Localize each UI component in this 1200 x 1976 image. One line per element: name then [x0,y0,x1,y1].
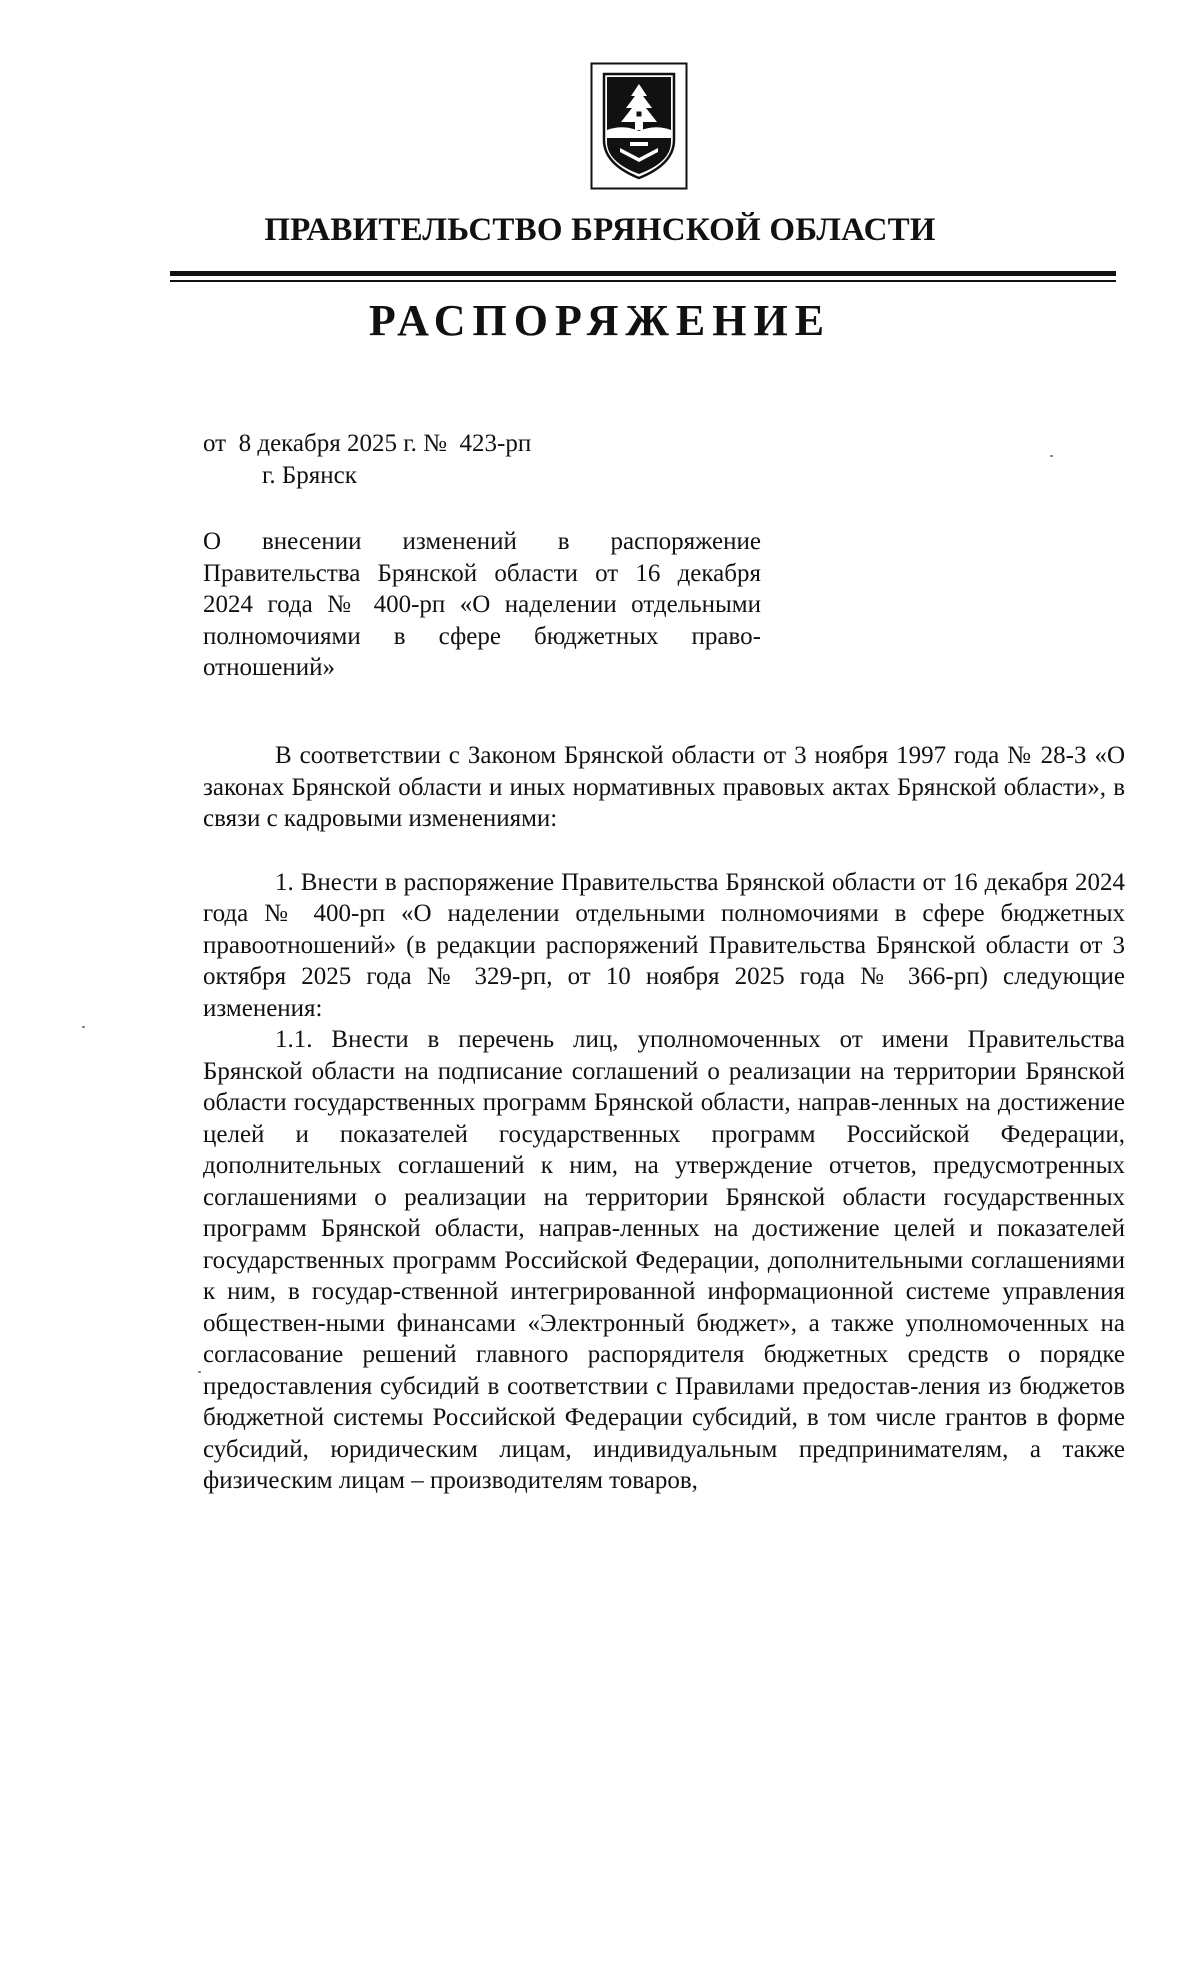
document-city: г. Брянск [262,462,357,489]
scan-speck [82,1026,85,1028]
document-date-number: от 8 декабря 2025 г. № 423-рп [203,430,532,457]
coat-of-arms-icon [590,62,688,190]
header-divider [170,271,1116,276]
header-divider-thin [170,280,1116,282]
document-type-title: РАСПОРЯЖЕНИЕ [368,296,832,345]
preamble-paragraph: В соответствии с Законом Брянской области от 3 ноября 1997 года № 28-З «О законах Брянской области и иных нормативных правовых актах Брянской области», в связи с кадровыми изменениями: [203,742,1125,832]
document-body [203,740,1125,1497]
item-1-paragraph: 1. Внести в распоряжение Правительства Брянской области от 16 декабря 2024 года № 400-рп «О наделении отдельными полномочиями в сфере бюджетных правоотношений» (в редакции распоряжений Правительства Брянской области от 3 октября 2025 года № 329-рп, от 10 ноября 2025 года № 366-рп) следующие изменения: [203,868,1125,1022]
organization-title: ПРАВИТЕЛЬСТВО БРЯНСКОЙ ОБЛАСТИ [264,212,936,248]
item-1-1-paragraph: 1.1. Внести в перечень лиц, уполномоченных от имени Правительства Брянской области на подписание соглашений о реализации на территории Брянской области государственных программ Брянской области, направ-ленных на достижение целей и показателей государственных программ Российской Федерации, дополнительных соглашений к ним, на утверждение отчетов, предусмотренных соглашениями о реализации на территории Брянской области государственных программ Брянской области, направ-ленных на достижение целей и показателей государственных программ Российской Федерации, дополнительными соглашениями к ним, в государ-ственной интегрированной информационной системе управления обществен-ными финансами «Электронный бюджет», а также уполномоченных на согласование решений главного распорядителя бюджетных средств о порядке предоставления субсидий в соответствии с Правилами предостав-ления из бюджетов бюджетной системы Российской Федерации субсидий, в том числе грантов в форме субсидий, юридическим лицам, индивидуальным предпринимателям, а также физическим лицам – производителям товаров, [203,1026,1125,1494]
scan-speck [1050,455,1053,457]
scan-speck [198,1371,201,1373]
document-subject: О внесении изменений в распоряжение Правительства Брянской области от 16 декабря 2024 года № 400-рп «О наделении отдельными полномочиями в сфере бюджетных право-отношений» [203,528,761,681]
